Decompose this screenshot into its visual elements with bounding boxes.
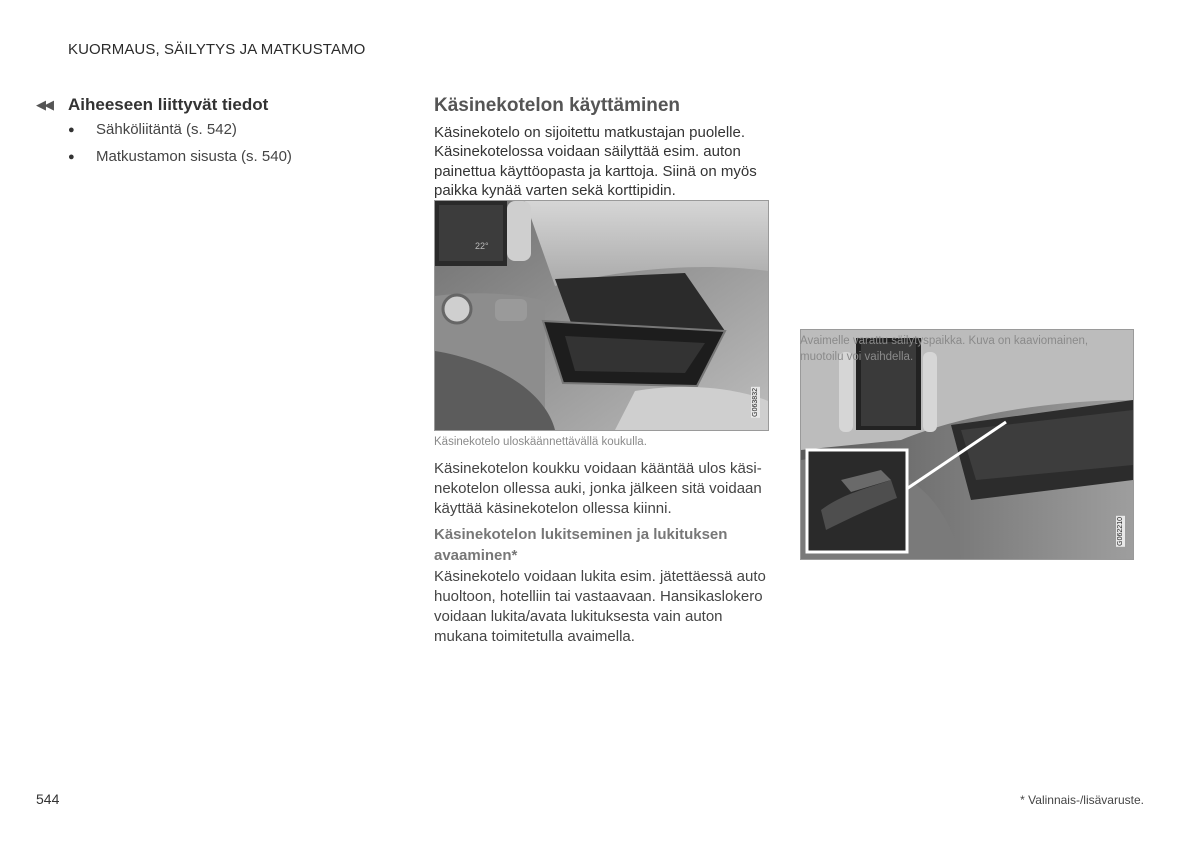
bullet-icon: ● bbox=[68, 151, 75, 163]
related-info-title: Aiheeseen liittyvät tiedot bbox=[68, 95, 269, 114]
page-number: 544 bbox=[36, 791, 60, 807]
double-arrow-left-icon: ◀◀ bbox=[36, 97, 52, 112]
figure-code: G062210 bbox=[1117, 517, 1124, 546]
lock-text: Käsinekotelo voidaan lukita esim. jätettäessä auto huoltoon, hotelliin tai vastaavaan. Hansikaslokero voidaan lukita/avata lukituksesta vain auton mukana toimitetulla avaimella. bbox=[434, 568, 766, 645]
related-link-electric-socket[interactable]: ● Sähköliitäntä (s. 542) bbox=[68, 121, 237, 138]
screen-temperature: 22° bbox=[475, 241, 489, 251]
main-section-continued bbox=[434, 459, 768, 647]
glovebox-photo bbox=[434, 200, 769, 431]
lock-heading: Käsinekotelon lukitseminen ja lukituksen avaaminen* bbox=[434, 526, 728, 565]
related-link-interior[interactable]: ● Matkustamon sisusta (s. 540) bbox=[68, 148, 292, 165]
section-title: Käsinekotelon käyttäminen bbox=[434, 95, 681, 116]
related-list bbox=[36, 121, 336, 167]
bullet-icon: ● bbox=[68, 124, 75, 136]
figure-code: G063832 bbox=[752, 388, 759, 417]
main-section bbox=[434, 95, 768, 201]
hook-text: Käsinekotelon koukku voidaan kääntää ulos käsi-nekotelon ollessa auki, jonka jälkeen sitä voidaan käyttää käsinekotelon ollessa kiinni. bbox=[434, 460, 762, 517]
footnote: * Valinnais-/lisävaruste. bbox=[1020, 793, 1144, 807]
figure-caption: Käsinekotelo uloskäännettävällä koukulla. bbox=[434, 436, 647, 448]
chapter-title: KUORMAUS, SÄILYTYS JA MATKUSTAMO bbox=[68, 41, 366, 58]
intro-text: Käsinekotelo on sijoitettu matkustajan puolelle. Käsinekotelossa voidaan säilyttää esim. auton painettua käyttöopasta ja karttoja. Siinä on myös paikka kynää varten sekä korttipidin. bbox=[434, 124, 757, 200]
figure-caption: Avaimelle varattu säilytyspaikka. Kuva on kaaviomainen, muotoilu voi vaihdella. bbox=[800, 335, 1089, 363]
related-info bbox=[36, 95, 336, 175]
